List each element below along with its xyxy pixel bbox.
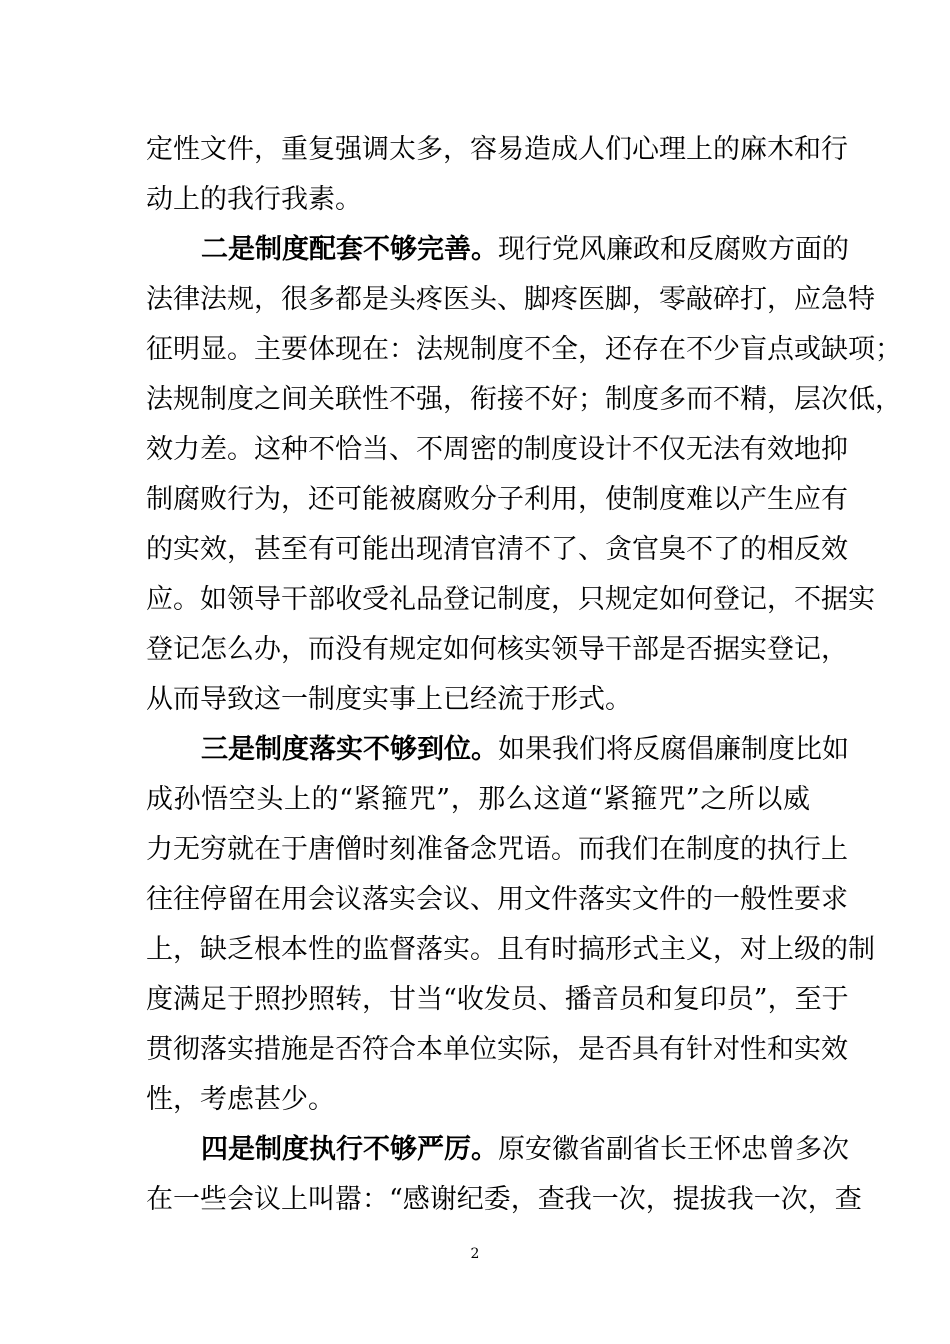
text-line xyxy=(146,132,848,168)
line-text: 法律法规，很多都是头疼医头、脚疼医脚，零敲碎打，应急特 xyxy=(146,284,875,315)
line-text: 成孙悟空头上的“紧箍咒”，那么这道“紧箍咒”之所以威 xyxy=(146,784,810,815)
line-text: 征明显。主要体现在：法规制度不全，还存在不少盲点或缺项； xyxy=(146,334,902,365)
text-line xyxy=(146,782,810,818)
text-line xyxy=(146,682,810,718)
text-line xyxy=(146,1182,862,1218)
text-line xyxy=(146,482,848,518)
page-number: 2 xyxy=(470,1246,480,1262)
line-text: 效力差。这种不恰当、不周密的制度设计不仅无法有效地抑 xyxy=(146,434,848,465)
line-text: 贯彻落实措施是否符合本单位实际，是否具有针对性和实效 xyxy=(146,1034,848,1065)
text-line xyxy=(146,282,875,318)
paragraph-heading: 二是制度配套不够完善。 xyxy=(201,234,498,265)
paragraph-heading: 三是制度落实不够到位。 xyxy=(201,734,498,765)
text-line xyxy=(146,832,848,868)
line-text: 制腐败行为，还可能被腐败分子利用，使制度难以产生应有 xyxy=(146,484,848,515)
line-text: 法规制度之间关联性不强，衔接不好；制度多而不精，层次低， xyxy=(146,384,902,415)
line-text: 的实效，甚至有可能出现清官清不了、贪官臭不了的相反效 xyxy=(146,534,848,565)
text-line xyxy=(146,432,848,468)
text-line xyxy=(146,332,902,368)
text-line xyxy=(146,532,848,568)
line-text: 应。如领导干部收受礼品登记制度，只规定如何登记，不据实 xyxy=(146,584,875,615)
line-text: 原安徽省副省长王怀忠曾多次 xyxy=(498,1134,849,1165)
text-line xyxy=(146,182,810,218)
text-line xyxy=(146,582,875,618)
paragraph-start-line xyxy=(201,232,849,268)
line-text: 登记怎么办，而没有规定如何核实领导干部是否据实登记， xyxy=(146,634,848,665)
line-text: 从而导致这一制度实事上已经流于形式。 xyxy=(146,684,632,715)
line-text: 度满足于照抄照转，甘当“收发员、播音员和复印员”，至于 xyxy=(146,984,849,1015)
text-line xyxy=(146,882,848,918)
line-text: 定性文件，重复强调太多，容易造成人们心理上的麻木和行 xyxy=(146,134,848,165)
paragraph-start-line xyxy=(201,732,849,768)
paragraph-start-line xyxy=(201,1132,849,1168)
line-text: 上，缺乏根本性的监督落实。且有时搞形式主义，对上级的制 xyxy=(146,934,875,965)
paragraph-heading: 四是制度执行不够严厉。 xyxy=(201,1134,498,1165)
text-line xyxy=(146,382,902,418)
text-line xyxy=(146,982,849,1018)
text-line xyxy=(146,932,875,968)
line-text: 往往停留在用会议落实会议、用文件落实文件的一般性要求 xyxy=(146,884,848,915)
text-line xyxy=(146,1082,810,1118)
line-text: 力无穷就在于唐僧时刻准备念咒语。而我们在制度的执行上 xyxy=(146,834,848,865)
text-line xyxy=(146,1032,848,1068)
line-text: 如果我们将反腐倡廉制度比如 xyxy=(498,734,849,765)
text-line xyxy=(146,632,848,668)
line-text: 性，考虑甚少。 xyxy=(146,1084,335,1115)
line-text: 动上的我行我素。 xyxy=(146,184,362,215)
line-text: 在一些会议上叫嚣：“感谢纪委，查我一次，提拔我一次，查 xyxy=(146,1184,862,1215)
line-text: 现行党风廉政和反腐败方面的 xyxy=(498,234,849,265)
